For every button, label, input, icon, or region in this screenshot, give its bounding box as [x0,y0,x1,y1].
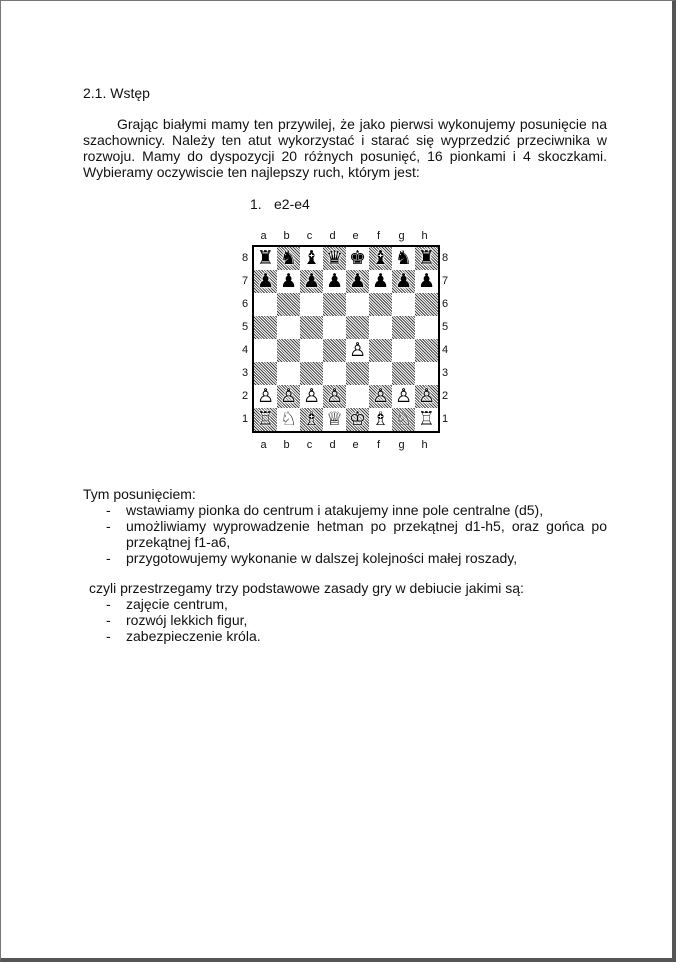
board-square [415,270,438,293]
list-item [106,596,607,612]
chess-piece: ♙ [348,339,367,361]
chess-piece: ♞ [394,247,413,269]
chess-piece: ♔ [348,408,367,430]
rank-label: 1 [241,413,249,425]
board-square [254,247,277,270]
chess-diagram [240,229,454,455]
board-square [277,339,300,362]
board-square [369,385,392,408]
board-square [346,408,369,431]
board-square [346,362,369,385]
board-square [392,385,415,408]
chess-piece: ♙ [417,385,436,407]
file-label: d [329,439,336,451]
rank-label: 5 [441,321,449,333]
board-square [392,339,415,362]
board-square [346,270,369,293]
chess-piece: ♝ [371,247,390,269]
file-label: e [352,439,359,451]
chess-piece: ♙ [325,385,344,407]
chess-piece: ♘ [394,408,413,430]
board-square [369,270,392,293]
board-square [415,385,438,408]
rank-label: 5 [241,321,249,333]
dash-bullet: - [106,612,111,628]
chess-piece: ♜ [417,247,436,269]
chess-piece: ♟ [256,270,275,292]
file-labels-top [252,229,436,243]
rank-label: 2 [241,390,249,402]
board-square [277,316,300,339]
chess-piece: ♟ [371,270,390,292]
chess-piece: ♖ [256,408,275,430]
board-square [300,270,323,293]
board-square [300,362,323,385]
rank-label: 3 [441,367,449,379]
dash-bullet: - [106,550,111,566]
file-label: a [260,230,267,242]
board-square [369,293,392,316]
board-square [277,270,300,293]
rank-label: 6 [441,298,449,310]
move-line [250,195,310,213]
file-label: b [283,439,290,451]
chess-piece: ♙ [394,385,413,407]
rank-label: 8 [441,252,449,264]
chess-piece: ♟ [325,270,344,292]
board-square [254,385,277,408]
summary-label: czyli przestrzegamy trzy podstawowe zasady gry w debiucie jakimi są: [89,580,524,596]
list-item-text: zabezpieczenie króla. [126,628,261,644]
rank-label: 8 [241,252,249,264]
board-square [323,408,346,431]
board-square [323,247,346,270]
board-square [392,316,415,339]
chess-piece: ♘ [279,408,298,430]
board-square [300,385,323,408]
file-label: e [352,230,359,242]
file-label: a [260,439,267,451]
chess-piece: ♗ [371,408,390,430]
chess-piece: ♚ [348,247,367,269]
board-square [277,362,300,385]
rank-label: 2 [441,390,449,402]
principles-list [106,596,607,644]
chess-piece: ♛ [325,247,344,269]
list-item-text: wstawiamy pionka do centrum i atakujemy inne pole centralne (d5), [126,502,544,518]
board-square [369,408,392,431]
board-square [392,270,415,293]
list-item [106,550,607,566]
file-label: g [398,439,405,451]
section-heading: 2.1. Wstęp [83,85,150,101]
board-square [277,293,300,316]
chess-piece: ♟ [279,270,298,292]
dash-bullet: - [106,502,111,518]
list-item [106,502,607,518]
board-square [300,408,323,431]
file-label: h [421,439,428,451]
chess-piece: ♙ [256,385,275,407]
chess-piece: ♟ [302,270,321,292]
list-item [106,518,607,550]
board-square [346,316,369,339]
move-number: 1. [250,196,262,212]
board-square [323,339,346,362]
board-square [346,339,369,362]
dash-bullet: - [106,518,111,534]
intro-paragraph: Grając białymi mamy ten przywilej, że jako pierwsi wykonujemy posunięcie na szachownicy. Należy ten atut wykorzystać i starać się wyprzedzić przeciwnika w rozwoju. Mamy do dyspozycji 20 różnych posunięć, 16 pionkami i 4 skoczkami. Wybieramy oczywiscie ten najlepszy ruch, którym jest: [83,116,607,180]
chess-piece: ♟ [394,270,413,292]
board-square [254,316,277,339]
board-square [254,408,277,431]
file-labels-bottom [252,438,436,452]
board-square [392,247,415,270]
board-square [415,408,438,431]
move-notation: e2-e4 [274,196,310,212]
board-square [346,293,369,316]
rank-label: 6 [241,298,249,310]
list-item-text: zajęcie centrum, [126,596,228,612]
chess-piece: ♙ [302,385,321,407]
board-square [369,316,392,339]
board-square [346,247,369,270]
rank-labels-left [240,247,250,431]
chess-piece: ♟ [348,270,367,292]
list-item-text: rozwój lekkich figur, [126,612,248,628]
file-label: h [421,230,428,242]
board-square [415,339,438,362]
board-square [300,247,323,270]
board-square [415,247,438,270]
file-label: g [398,230,405,242]
board-square [254,270,277,293]
board-square [392,408,415,431]
file-label: c [306,230,313,242]
board-square [277,385,300,408]
chessboard [252,245,440,433]
board-square [323,385,346,408]
rank-label: 7 [241,275,249,287]
board-square [415,362,438,385]
chess-piece: ♟ [417,270,436,292]
list-item-text: umożliwiamy wyprowadzenie hetman po przekątnej d1-h5, oraz gońca po przekątnej f1-a6, [126,518,607,550]
board-square [323,293,346,316]
file-label: b [283,230,290,242]
board-square [277,408,300,431]
chess-piece: ♞ [279,247,298,269]
board-square [300,339,323,362]
list-item-text: przygotowujemy wykonanie w dalszej kolejności małej roszady, [126,550,518,566]
chess-piece: ♗ [302,408,321,430]
rank-label: 3 [241,367,249,379]
file-label: d [329,230,336,242]
chess-piece: ♙ [371,385,390,407]
board-square [369,339,392,362]
chess-piece: ♙ [279,385,298,407]
after-move-label: Tym posunięciem: [83,486,196,502]
list-item [106,628,607,644]
board-square [300,293,323,316]
list-item [106,612,607,628]
board-square [369,247,392,270]
board-square [254,362,277,385]
board-square [392,293,415,316]
board-square [346,385,369,408]
board-square [323,316,346,339]
chess-piece: ♝ [302,247,321,269]
board-square [415,316,438,339]
dash-bullet: - [106,628,111,644]
rank-label: 7 [441,275,449,287]
board-square [254,339,277,362]
board-square [300,316,323,339]
board-square [277,247,300,270]
file-label: f [376,439,381,451]
rank-labels-right [440,247,450,431]
file-label: f [376,230,381,242]
effects-list [106,502,607,566]
board-square [323,362,346,385]
rank-label: 4 [241,344,249,356]
rank-label: 1 [441,413,449,425]
chess-piece: ♜ [256,247,275,269]
file-label: c [306,439,313,451]
dash-bullet: - [106,596,111,612]
chess-piece: ♖ [417,408,436,430]
board-square [369,362,392,385]
board-square [415,293,438,316]
board-square [323,270,346,293]
board-square [254,293,277,316]
chess-piece: ♕ [325,408,344,430]
rank-label: 4 [441,344,449,356]
board-square [392,362,415,385]
